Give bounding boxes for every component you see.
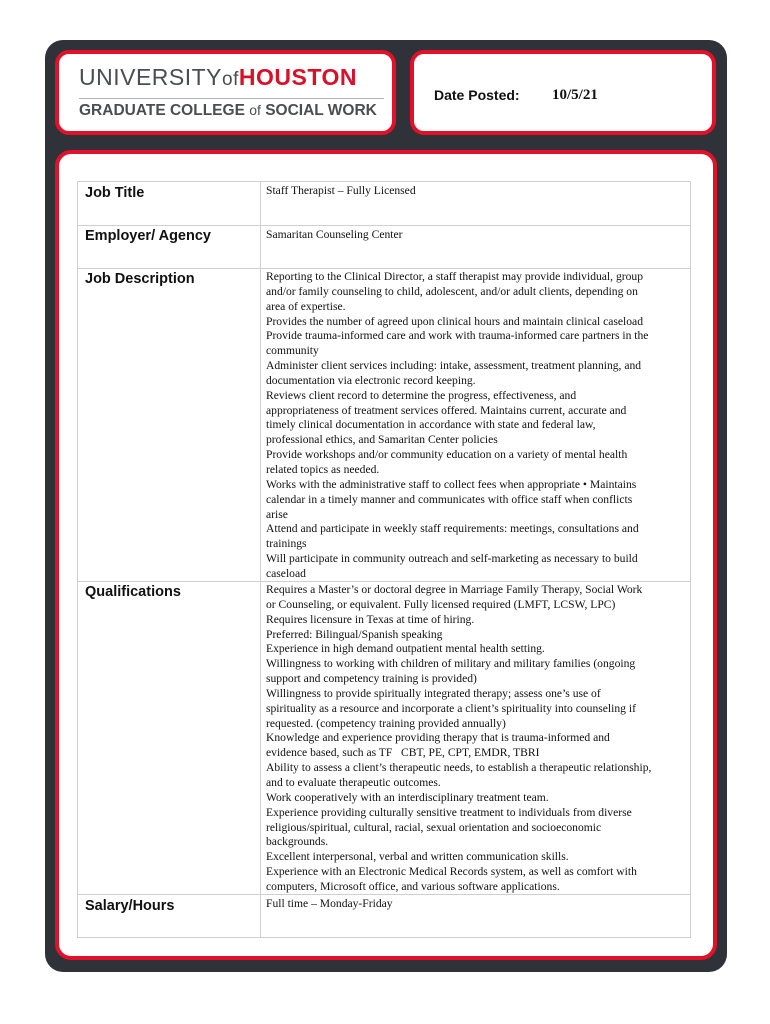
logo-college-text-b: SOCIAL WORK [260,102,377,119]
qualifications-text [266,583,690,895]
date-posted-value: 10/5/21 [552,87,598,103]
job-title-value: Staff Therapist – Fully Licensed [266,184,416,197]
qualification-line: or Counseling, or equivalent. Fully licensed required (LMFT, LCSW, LPC) [266,597,616,611]
description-line: arise [266,507,288,521]
job-title-label: Job Title [85,185,145,201]
employer-value: Samaritan Counseling Center [266,228,403,241]
logo-houston-text: HOUSTON [238,64,357,90]
description-line: community [266,344,319,358]
description-line: and/or family counseling to child, adolescent, and/or adult clients, depending on [266,284,638,298]
qualification-line: Ability to assess a client’s therapeutic needs, to establish a therapeutic relationship, [266,761,652,775]
job-description-text [266,270,690,582]
university-logo [55,50,396,135]
qualification-line: Experience in high demand outpatient mental health setting. [266,642,545,656]
logo-university-text: UNIVERSITY [79,64,223,90]
qualification-line: requested. (competency training provided annually) [266,716,506,730]
date-posted-label: Date Posted: [434,87,520,103]
qualification-line: Requires licensure in Texas at time of hiring. [266,612,475,626]
description-line: area of expertise. [266,299,346,313]
qualification-line: backgrounds. [266,835,329,849]
qualification-line: Preferred: Bilingual/Spanish speaking [266,627,443,641]
description-line: Administer client services including: intake, assessment, treatment planning, and [266,359,642,373]
description-line: Attend and participate in weekly staff requirements: meetings, consultations and [266,522,639,536]
logo-college-of-text: of [249,102,261,118]
qualification-line: Willingness to provide spiritually integrated therapy; assess one’s use of [266,686,601,700]
qualification-line: Work cooperatively with an interdisciplinary treatment team. [266,790,549,804]
qualification-line: evidence based, such as TF CBT, PE, CPT, EMDR, TBRI [266,746,540,760]
qualification-line: and to evaluate therapeutic outcomes. [266,775,441,789]
salary-value: Full time – Monday-Friday [266,897,393,910]
description-line: trainings [266,537,307,551]
description-line: Provide trauma-informed care and work with trauma-informed care partners in the [266,329,649,343]
description-line: documentation via electronic record keeping. [266,373,476,387]
logo-college-text-a: GRADUATE COLLEGE [79,102,250,119]
qualification-line: support and competency training is provided) [266,672,477,686]
qualification-line: Experience providing culturally sensitive treatment to individuals from diverse [266,805,632,819]
description-line: Provide workshops and/or community education on a variety of mental health [266,448,628,462]
salary-label: Salary/Hours [85,898,175,914]
description-line: Works with the administrative staff to collect fees when appropriate • Maintains [266,477,637,491]
description-line: timely clinical documentation in accordance with state and federal law, [266,418,596,432]
description-line: Provides the number of agreed upon clinical hours and maintain clinical caseload [266,314,643,328]
qualifications-label: Qualifications [85,584,181,600]
job-description-label: Job Description [85,271,195,287]
employer-label: Employer/ Agency [85,228,211,244]
qualification-line: Excellent interpersonal, verbal and written communication skills. [266,850,569,864]
qualification-line: Requires a Master’s or doctoral degree in Marriage Family Therapy, Social Work [266,583,643,596]
qualification-line: religious/spiritual, cultural, racial, sexual orientation and socioeconomic [266,820,602,834]
date-posted-box [410,50,716,135]
description-line: related topics as needed. [266,462,380,476]
qualification-line: Willingness to working with children of military and military families (ongoing [266,657,636,671]
logo-university-name [79,64,357,91]
logo-of-text: of [222,69,239,90]
qualification-line: Experience with an Electronic Medical Records system, as well as comfort with [266,865,637,879]
qualification-line: computers, Microsoft office, and various software applications. [266,879,560,893]
description-line: caseload [266,566,306,580]
description-line: appropriateness of treatment services offered. Maintains current, accurate and [266,403,627,417]
description-line: Reporting to the Clinical Director, a staff therapist may provide individual, group [266,270,643,283]
logo-divider [79,98,384,99]
description-line: Reviews client record to determine the progress, effectiveness, and [266,388,577,402]
logo-college-name [79,102,377,120]
qualification-line: spirituality as a resource and incorporate a client’s spirituality into counseling if [266,701,636,715]
description-line: professional ethics, and Samaritan Center policies [266,433,498,447]
description-line: calendar in a timely manner and communicates with office staff when conflicts [266,492,633,506]
description-line: Will participate in community outreach and self-marketing as necessary to build [266,552,638,566]
qualification-line: Knowledge and experience providing therapy that is trauma-informed and [266,731,610,745]
